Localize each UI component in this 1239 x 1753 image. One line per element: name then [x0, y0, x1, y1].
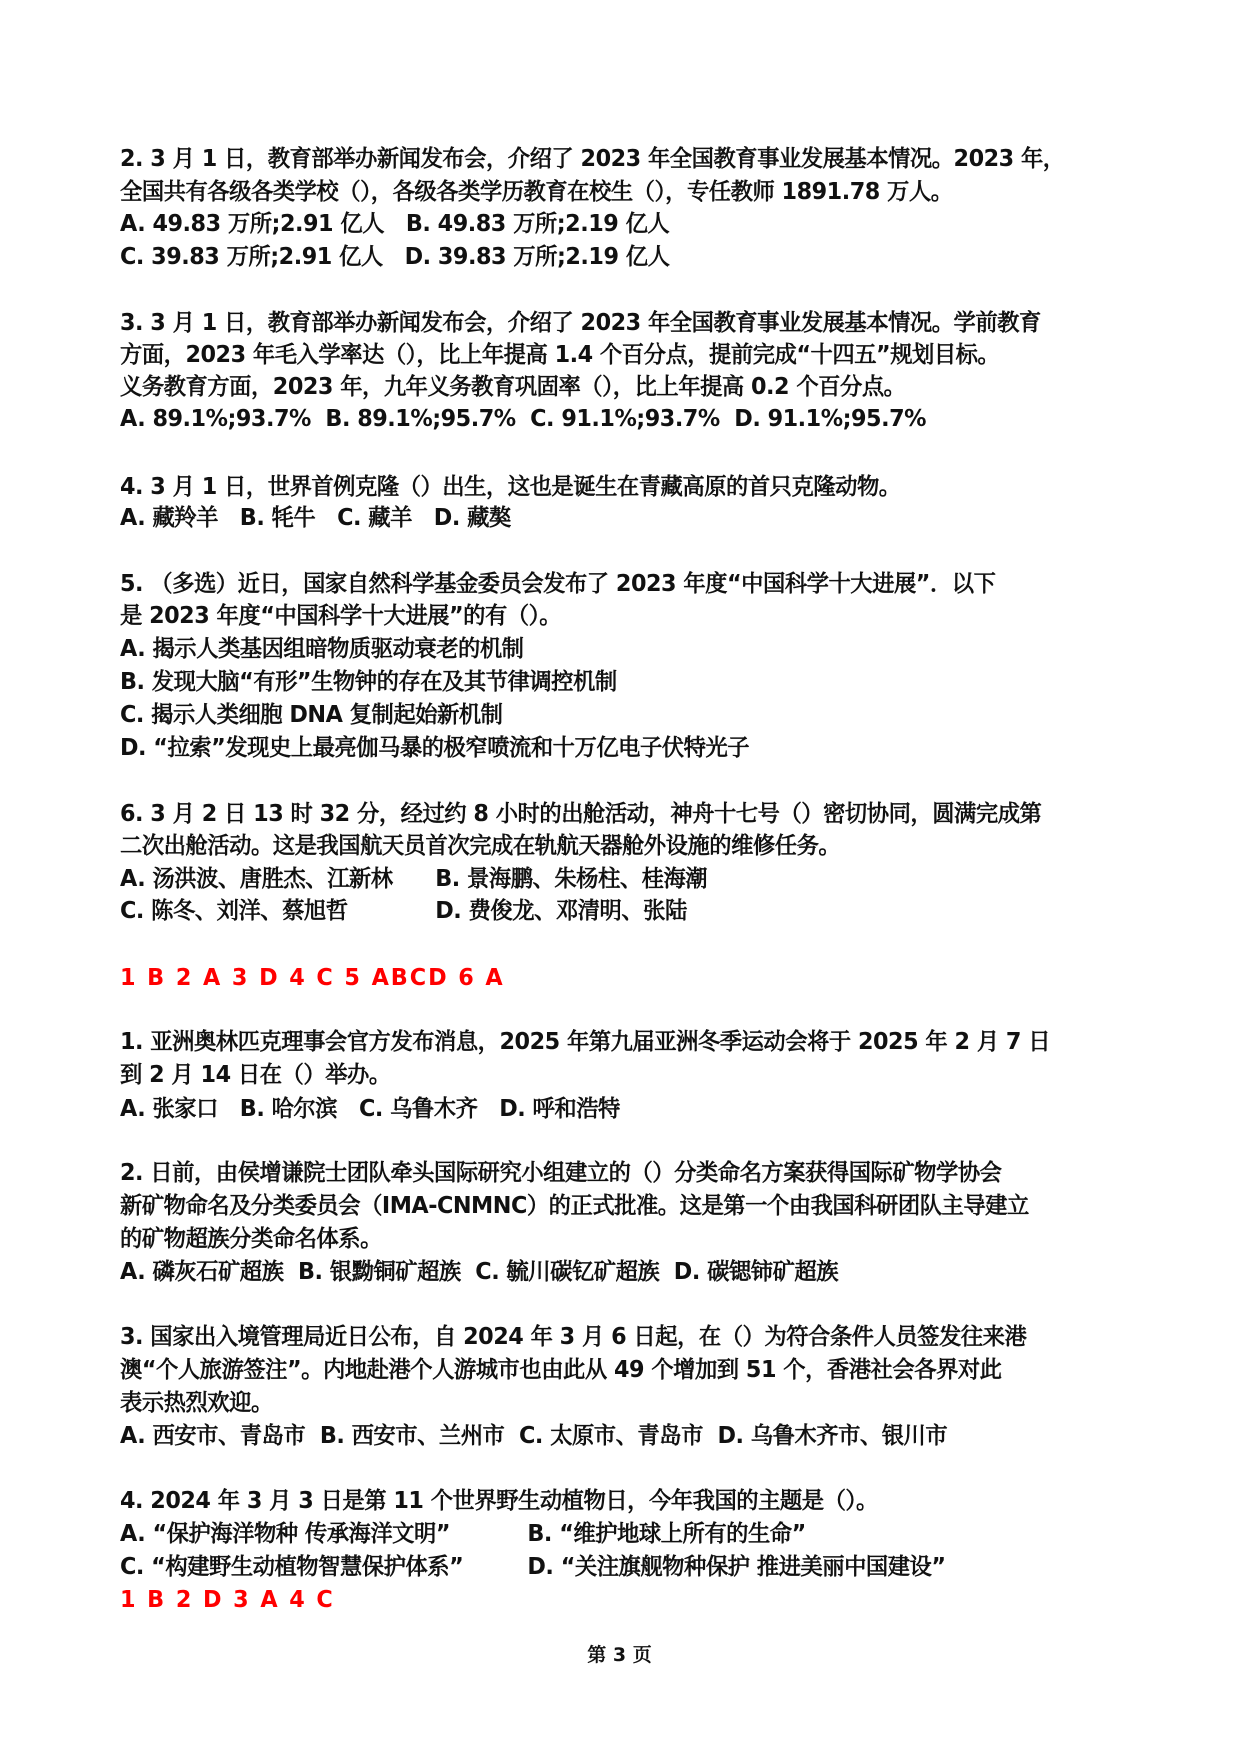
question-line: 新矿物命名及分类委员会（IMA-CNMNC）的正式批准。这是第一个由我国科研团队主导建立 [120, 1193, 1029, 1219]
option: D. “关注旗舰物种保护 推进美丽中国建设” [527, 1554, 946, 1580]
option: A. 揭示人类基因组暗物质驱动衰老的机制 [120, 636, 524, 662]
question-options [120, 1094, 620, 1124]
option: C. 39.83 万所;2.91 亿人 [120, 244, 383, 270]
option: B. 89.1%;95.7% [325, 406, 516, 432]
option: B. 银黝铜矿超族 [297, 1259, 461, 1285]
question-options [120, 864, 707, 894]
question-line: 二次出舱活动。这是我国航天员首次完成在轨航天器舱外设施的维修任务。 [120, 833, 841, 859]
option: A. 49.83 万所;2.91 亿人 [120, 211, 385, 237]
question-options [120, 1257, 838, 1287]
option: C. 乌鲁木齐 [358, 1096, 478, 1122]
option: C. 陈冬、刘洋、蔡旭哲 [120, 898, 348, 924]
option: D. 呼和浩特 [499, 1096, 620, 1122]
question-line: 全国共有各级各类学校（），各级各类学历教育在校生（），专任教师 1891.78 万人。 [120, 179, 953, 205]
answer-key: 1 B 2 D 3 A 4 C [120, 1587, 335, 1613]
option: C. 太原市、青岛市 [518, 1423, 703, 1449]
option: A. “保护海洋物种 传承海洋文明” [120, 1521, 451, 1547]
option: D. 费俊龙、邓清明、张陆 [435, 898, 687, 924]
option: A. 磷灰石矿超族 [120, 1259, 284, 1285]
question-options [120, 1421, 947, 1451]
option: B. “维护地球上所有的生命” [527, 1521, 806, 1547]
question-line: 2. 日前，由侯增谦院士团队牵头国际研究小组建立的（）分类命名方案获得国际矿物学协会 [120, 1160, 1002, 1186]
question-options [120, 1552, 946, 1582]
option: B. 49.83 万所;2.19 亿人 [405, 211, 670, 237]
option: C. 91.1%;93.7% [530, 406, 720, 432]
question-line: 3. 3 月 1 日，教育部举办新闻发布会，介绍了 2023 年全国教育事业发展基本情况。学前教育 [120, 310, 1041, 336]
option: B. 景海鹏、朱杨柱、桂海潮 [435, 866, 708, 892]
option: C. 藏羊 [337, 505, 412, 531]
question-line: 是 2023 年度“中国科学十大进展”的有（）。 [120, 603, 562, 629]
question-line: 方面，2023 年毛入学率达（），比上年提高 1.4 个百分点，提前完成“十四五”规划目标。 [120, 342, 1000, 368]
option: B. 西安市、兰州市 [319, 1423, 505, 1449]
option: C. 毓川碳钇矿超族 [475, 1259, 660, 1285]
question-line: 2. 3 月 1 日，教育部举办新闻发布会，介绍了 2023 年全国教育事业发展基本情况。2023 年， [120, 146, 1065, 172]
question-options [120, 209, 669, 239]
option: D. “拉索”发现史上最亮伽马暴的极窄喷流和十万亿电子伏特光子 [120, 735, 750, 761]
option: C. 揭示人类细胞 DNA 复制起始新机制 [120, 702, 503, 728]
page-number: 第 3 页 [587, 1644, 652, 1666]
question-options [120, 404, 926, 434]
question-line: 1. 亚洲奥林匹克理事会官方发布消息，2025 年第九届亚洲冬季运动会将于 2025 年 2 月 7 日 [120, 1029, 1051, 1055]
question-options [120, 1519, 806, 1549]
question-options [120, 503, 511, 533]
option: B. 发现大脑“有形”生物钟的存在及其节律调控机制 [120, 669, 617, 695]
question-line: 6. 3 月 2 日 13 时 32 分，经过约 8 小时的出舱活动，神舟十七号（）密切协同，圆满完成第 [120, 801, 1042, 827]
option: A. 西安市、青岛市 [120, 1423, 306, 1449]
option: D. 碳锶铈矿超族 [673, 1259, 839, 1285]
question-line: 3. 国家出入境管理局近日公布，自 2024 年 3 月 6 日起，在（）为符合条件人员签发往来港 [120, 1324, 1027, 1350]
option: A. 89.1%;93.7% [120, 406, 311, 432]
question-line: 4. 3 月 1 日，世界首例克隆（）出生，这也是诞生在青藏高原的首只克隆动物。 [120, 474, 901, 500]
option: A. 张家口 [120, 1096, 218, 1122]
option: D. 乌鲁木齐市、银川市 [717, 1423, 948, 1449]
option: A. 汤洪波、唐胜杰、江新林 [120, 866, 393, 892]
question-line: 4. 2024 年 3 月 3 日是第 11 个世界野生动植物日，今年我国的主题是（）。 [120, 1488, 878, 1514]
question-options [120, 242, 669, 272]
question-line: 义务教育方面，2023 年，九年义务教育巩固率（），比上年提高 0.2 个百分点。 [120, 374, 906, 400]
question-line: 表示热烈欢迎。 [120, 1390, 273, 1416]
option: D. 91.1%;95.7% [734, 406, 926, 432]
option: D. 藏獒 [433, 505, 511, 531]
option: C. “构建野生动植物智慧保护体系” [120, 1554, 464, 1580]
question-line: 5. （多选）近日，国家自然科学基金委员会发布了 2023 年度“中国科学十大进展”．以下 [120, 571, 996, 597]
question-options [120, 896, 687, 926]
question-line: 的矿物超族分类命名体系。 [120, 1226, 382, 1252]
question-line: 到 2 月 14 日在（）举办。 [120, 1062, 391, 1088]
option: B. 哈尔滨 [239, 1096, 338, 1122]
option: B. 牦牛 [239, 505, 316, 531]
option: D. 39.83 万所;2.19 亿人 [404, 244, 670, 270]
answer-key: 1 B 2 A 3 D 4 C 5 ABCD 6 A [120, 965, 505, 991]
option: A. 藏羚羊 [120, 505, 218, 531]
question-line: 澳“个人旅游签注”。内地赴港个人游城市也由此从 49 个增加到 51 个，香港社会各界对此 [120, 1357, 1002, 1383]
